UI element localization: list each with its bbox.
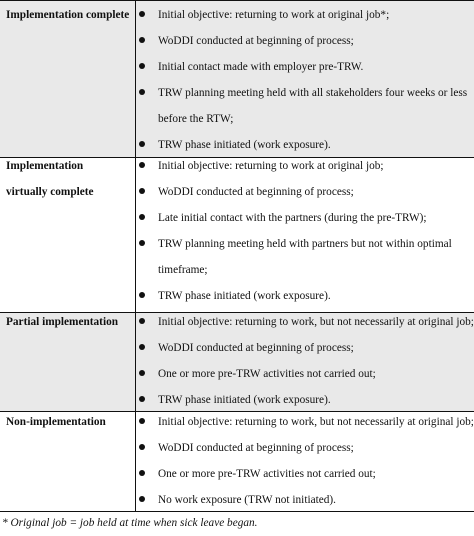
list-item: Initial objective: returning to work at original job*;	[136, 2, 474, 28]
row-label: Partial implementation	[6, 316, 119, 328]
bullet-icon	[139, 444, 145, 450]
list-item: One or more pre-TRW activities not carried out;	[136, 461, 474, 487]
list-item: One or more pre-TRW activities not carried out;	[136, 361, 474, 387]
bullet-icon	[139, 292, 145, 298]
row-label: Non-implementation	[6, 416, 106, 428]
criteria-list	[136, 2, 474, 158]
list-item: No work exposure (TRW not initiated).	[136, 487, 474, 513]
table-row-implementation-virtually-complete	[0, 157, 474, 312]
bullet-icon	[139, 418, 145, 424]
criteria-list	[136, 409, 474, 513]
list-item: Late initial contact with the partners (during the pre-TRW);	[136, 205, 474, 231]
list-item: TRW phase initiated (work exposure).	[136, 387, 474, 413]
list-item: TRW planning meeting held with partners but not within optimal timeframe;	[136, 231, 474, 283]
bullet-icon	[139, 344, 145, 350]
bullet-icon	[139, 37, 145, 43]
criteria-list	[136, 309, 474, 413]
bullet-icon	[139, 188, 145, 194]
table-row-non-implementation	[0, 411, 474, 512]
bullet-icon	[139, 63, 145, 69]
table-row-partial-implementation	[0, 312, 474, 411]
list-item: Initial objective: returning to work at original job;	[136, 153, 474, 179]
bullet-icon	[139, 214, 145, 220]
bullet-icon	[139, 11, 145, 17]
list-item: Initial objective: returning to work, but not necessarily at original job;	[136, 309, 474, 335]
row-label: Implementation complete	[6, 9, 130, 21]
list-item: WoDDI conducted at beginning of process;	[136, 335, 474, 361]
bullet-icon	[139, 141, 145, 147]
list-item: WoDDI conducted at beginning of process;	[136, 179, 474, 205]
bullet-icon	[139, 496, 145, 502]
bullet-icon	[139, 370, 145, 376]
list-item: Initial objective: returning to work, but not necessarily at original job;	[136, 409, 474, 435]
list-item: Initial contact made with employer pre-TRW.	[136, 54, 474, 80]
bullet-icon	[139, 162, 145, 168]
table-footnote: * Original job = job held at time when sick leave began.	[2, 517, 258, 529]
bullet-icon	[139, 89, 145, 95]
list-item: WoDDI conducted at beginning of process;	[136, 435, 474, 461]
criteria-list	[136, 153, 474, 309]
row-label: Implementation virtually complete	[6, 160, 94, 198]
table-row-implementation-complete	[0, 0, 474, 157]
list-item: TRW phase initiated (work exposure).	[136, 132, 474, 158]
list-item: WoDDI conducted at beginning of process;	[136, 28, 474, 54]
list-item: TRW phase initiated (work exposure).	[136, 283, 474, 309]
bullet-icon	[139, 396, 145, 402]
list-item: TRW planning meeting held with all stakeholders four weeks or less before the RTW;	[136, 80, 474, 132]
bullet-icon	[139, 470, 145, 476]
bullet-icon	[139, 240, 145, 246]
bullet-icon	[139, 318, 145, 324]
